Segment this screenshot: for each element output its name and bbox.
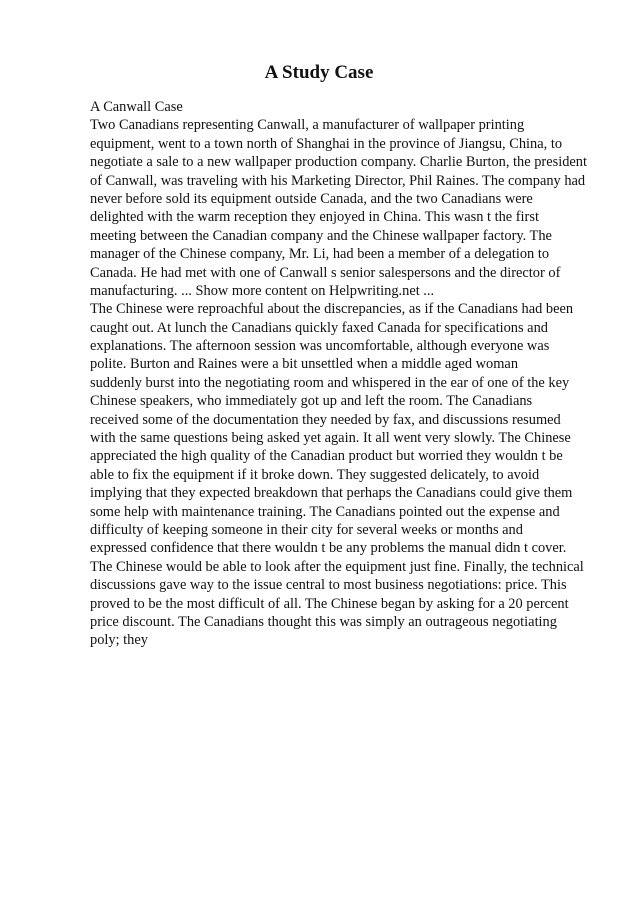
text-line: polite. Burton and Raines were a bit unsettled when a middle aged woman bbox=[90, 356, 519, 373]
document-body bbox=[90, 98, 610, 650]
text-line: expressed confidence that there wouldn t be any problems the manual didn t cover. bbox=[90, 540, 567, 557]
text-line: never before sold its equipment outside Canada, and the two Canadians were bbox=[90, 190, 533, 207]
text-line: The Chinese would be able to look after the equipment just fine. Finally, the technical bbox=[90, 558, 584, 575]
text-line: proved to be the most difficult of all. The Chinese began by asking for a 20 percent bbox=[90, 595, 569, 612]
text-line: price discount. The Canadians thought this was simply an outrageous negotiating bbox=[90, 613, 557, 630]
text-line: meeting between the Canadian company and the Chinese wallpaper factory. The bbox=[90, 227, 552, 244]
text-line: A Canwall Case bbox=[90, 99, 183, 115]
text-line: caught out. At lunch the Canadians quickly faxed Canada for specifications and bbox=[90, 319, 548, 336]
text-line: manufacturing. ... Show more content on Helpwriting.net ... bbox=[90, 282, 435, 299]
document-title: A Study Case bbox=[264, 62, 374, 83]
text-line: Two Canadians representing Canwall, a manufacturer of wallpaper printing bbox=[90, 117, 525, 134]
text-line: implying that they expected breakdown that perhaps the Canadians could give them bbox=[90, 485, 573, 502]
text-line: equipment, went to a town north of Shanghai in the province of Jiangsu, China, to bbox=[90, 135, 563, 152]
text-line: The Chinese were reproachful about the discrepancies, as if the Canadians had been bbox=[90, 301, 574, 318]
text-line: of Canwall, was traveling with his Marketing Director, Phil Raines. The company had bbox=[90, 172, 586, 189]
text-line: explanations. The afternoon session was uncomfortable, although everyone was bbox=[90, 338, 550, 355]
text-line: Chinese speakers, who immediately got up and left the room. The Canadians bbox=[90, 393, 533, 410]
text-line: manager of the Chinese company, Mr. Li, had been a member of a delegation to bbox=[90, 246, 550, 263]
text-line: suddenly burst into the negotiating room and whispered in the ear of one of the key bbox=[90, 374, 570, 391]
text-line: appreciated the high quality of the Canadian product but worried they wouldn t be bbox=[90, 448, 563, 465]
text-line: received some of the documentation they needed by fax, and discussions resumed bbox=[90, 411, 561, 428]
text-line: able to fix the equipment if it broke down. They suggested delicately, to avoid bbox=[90, 466, 540, 483]
text-line: with the same questions being asked yet again. It all went very slowly. The Chinese bbox=[90, 430, 571, 447]
text-line: poly; they bbox=[90, 632, 148, 649]
text-line: Canada. He had met with one of Canwall s senior salespersons and the director of bbox=[90, 264, 561, 281]
text-line: some help with maintenance training. The Canadians pointed out the expense and bbox=[90, 503, 560, 520]
text-line: difficulty of keeping someone in their city for several weeks or months and bbox=[90, 521, 523, 538]
text-line: discussions gave way to the issue central to most business negotiations: price. This bbox=[90, 577, 567, 594]
text-line: negotiate a sale to a new wallpaper production company. Charlie Burton, the president bbox=[90, 154, 587, 171]
text-line: delighted with the warm reception they enjoyed in China. This wasn t the first bbox=[90, 209, 539, 226]
